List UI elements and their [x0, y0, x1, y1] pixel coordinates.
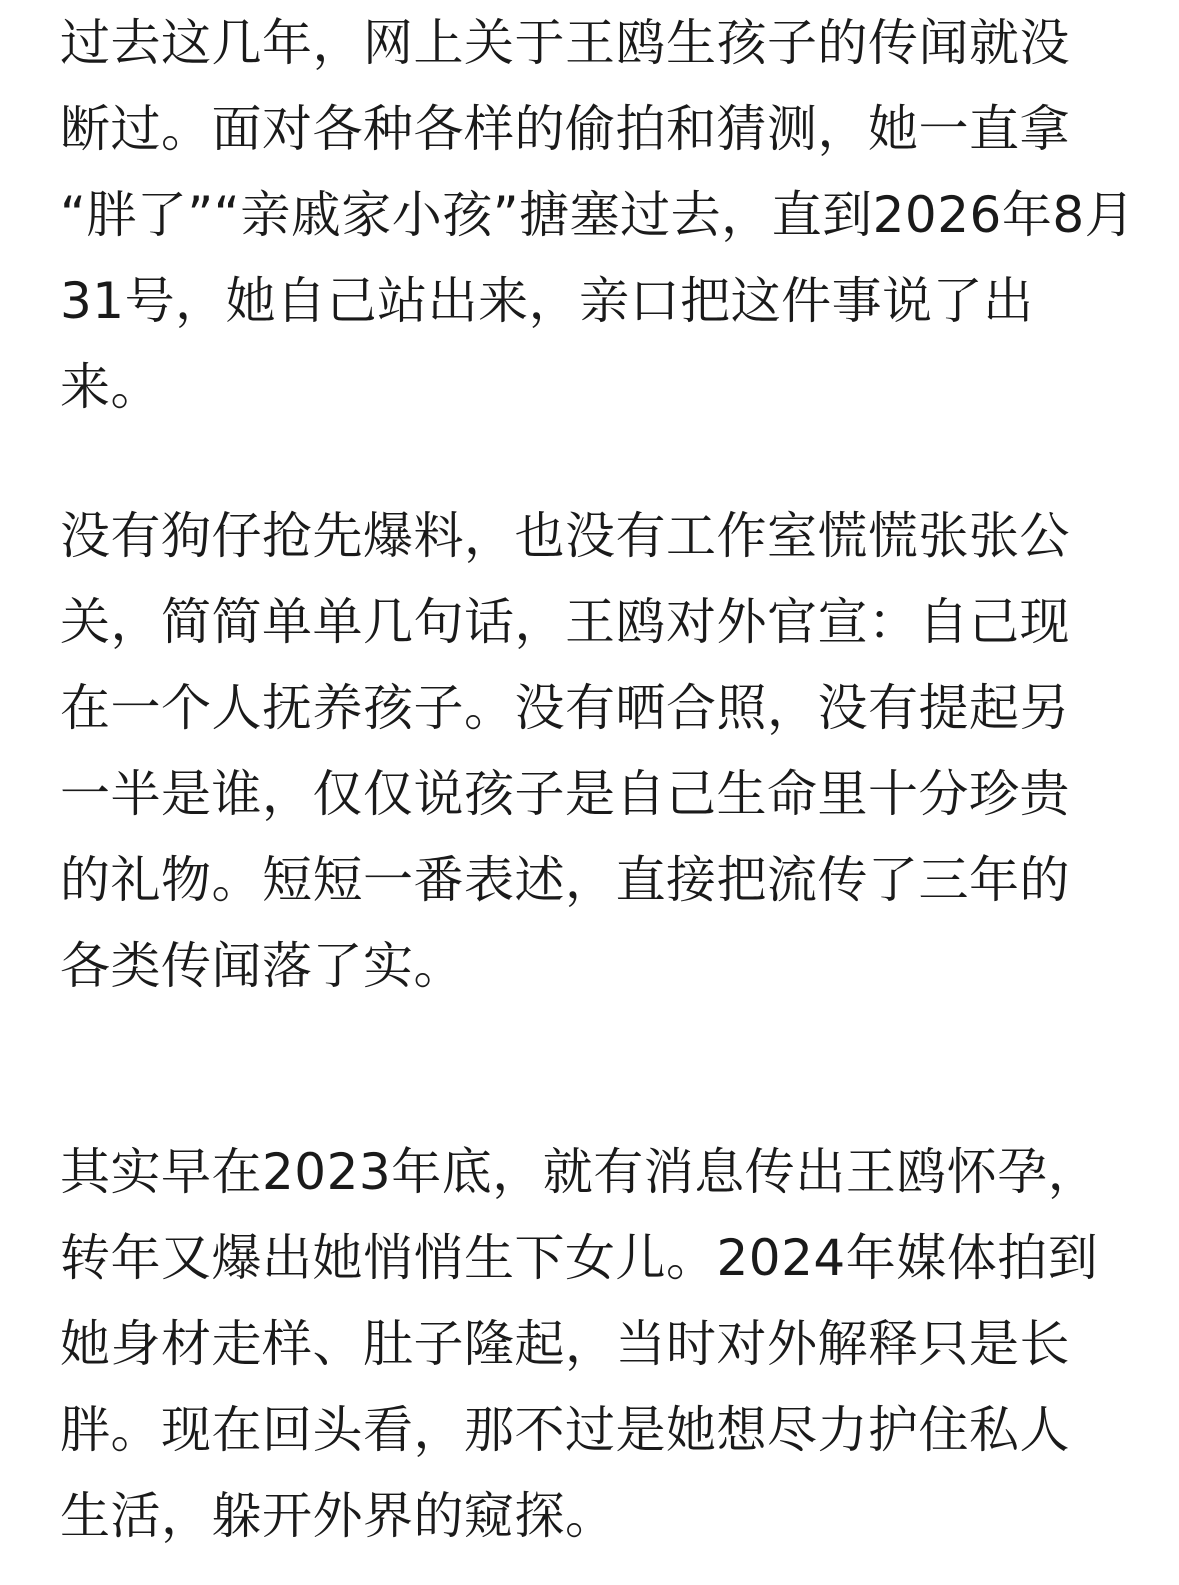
text-line: 生活，躲开外界的窥探。	[60, 1487, 616, 1545]
text-line: 在一个人抚养孩子。没有晒合照，没有提起另	[60, 679, 1070, 737]
text-line: 来。	[60, 358, 161, 416]
text-line: “胖了”“亲戚家小孩”搪塞过去，直到2026年8月	[60, 186, 1136, 244]
text-line: 胖。现在回头看，那不过是她想尽力护住私人	[60, 1401, 1070, 1459]
text-line: 过去这几年，网上关于王鸥生孩子的传闻就没	[60, 14, 1070, 72]
paragraph-1	[60, 0, 1135, 430]
text-line: 转年又爆出她悄悄生下女儿。2024年媒体拍到	[60, 1229, 1099, 1287]
text-line: 没有狗仔抢先爆料，也没有工作室慌慌张张公	[60, 507, 1070, 565]
text-line: 断过。面对各种各样的偷拍和猜测，她一直拿	[60, 100, 1070, 158]
text-line: 一半是谁，仅仅说孩子是自己生命里十分珍贵	[60, 765, 1070, 823]
paragraph-3	[60, 1129, 1098, 1559]
text-line: 她身材走样、肚子隆起，当时对外解释只是长	[60, 1315, 1070, 1373]
text-line: 各类传闻落了实。	[60, 937, 464, 995]
text-line: 关，简简单单几句话，王鸥对外官宣：自己现	[60, 593, 1070, 651]
text-line: 31号，她自己站出来，亲口把这件事说了出	[60, 272, 1034, 330]
text-line: 的礼物。短短一番表述，直接把流传了三年的	[60, 851, 1070, 909]
paragraph-2	[60, 493, 1070, 1009]
text-line: 其实早在2023年底，就有消息传出王鸥怀孕，	[60, 1143, 1099, 1201]
